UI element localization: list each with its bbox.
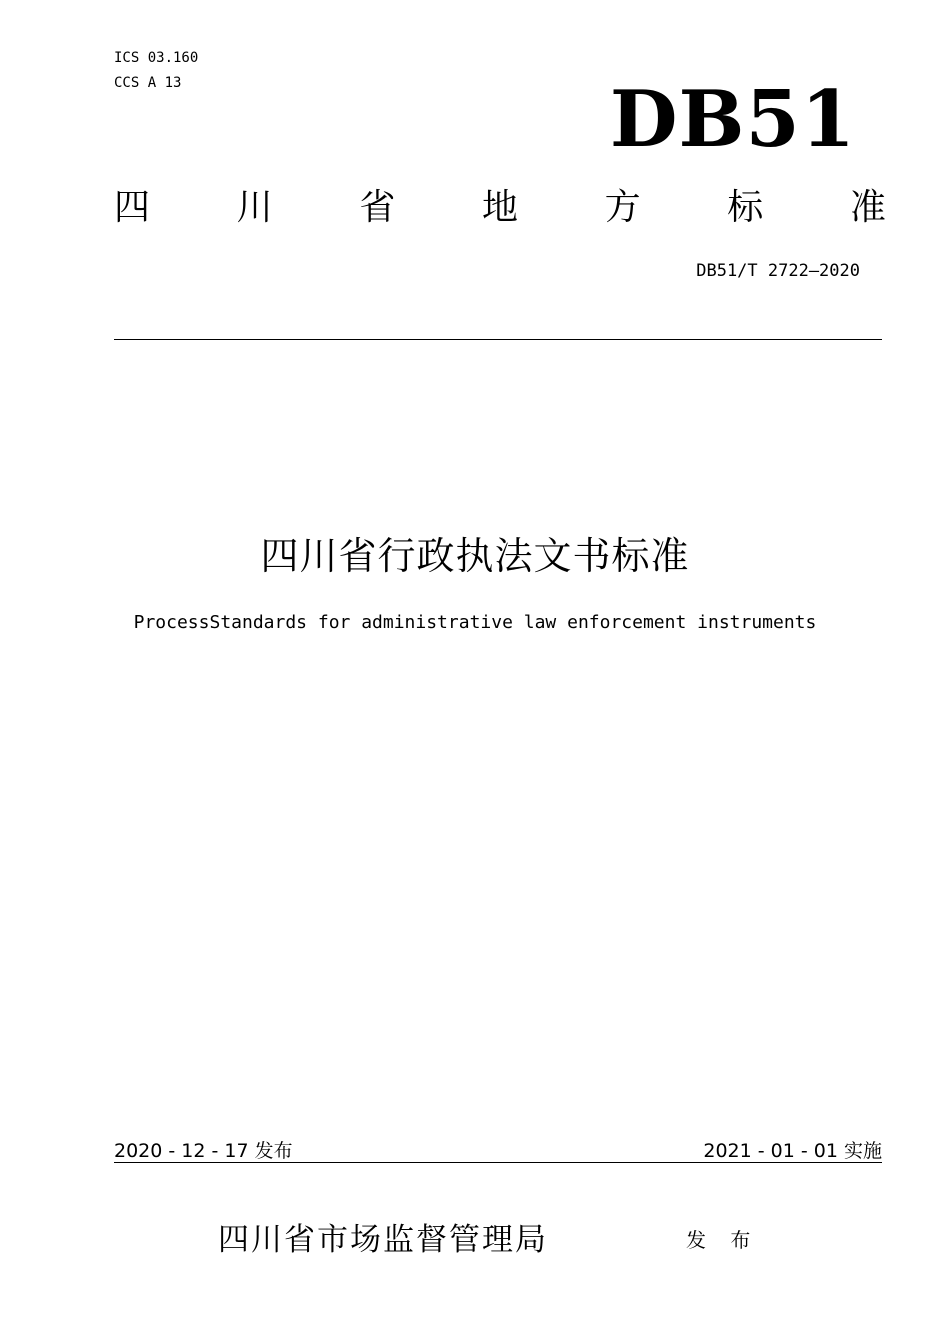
document-title-chinese: 四川省行政执法文书标准: [260, 534, 690, 578]
standard-type-char: 省: [359, 187, 396, 228]
standard-type-char: 地: [481, 187, 518, 228]
standard-type-char: 四: [114, 187, 151, 228]
standard-type-char: 川: [236, 187, 273, 228]
bottom-divider: [114, 1162, 882, 1163]
publisher-name: 四川省市场监督管理局: [218, 1222, 548, 1258]
publish-label: 发 布: [686, 1228, 760, 1252]
standard-type-char: 方: [604, 187, 641, 228]
document-title-english: ProcessStandards for administrative law enforcement instruments: [133, 612, 817, 633]
standard-type-char: 标: [727, 187, 764, 228]
standard-number: DB51/T 2722—2020: [696, 261, 860, 281]
db51-logo: DB51: [609, 74, 856, 165]
implementation-date: 2021 - 01 - 01 实施: [703, 1140, 882, 1162]
publish-date: 2020 - 12 - 17 发布: [114, 1140, 293, 1162]
ics-code: ICS 03.160: [114, 50, 199, 66]
top-divider: [114, 339, 882, 340]
standard-type-char: 准: [849, 187, 886, 228]
standard-type-heading: [114, 184, 886, 232]
ccs-code: CCS A 13: [114, 75, 182, 91]
